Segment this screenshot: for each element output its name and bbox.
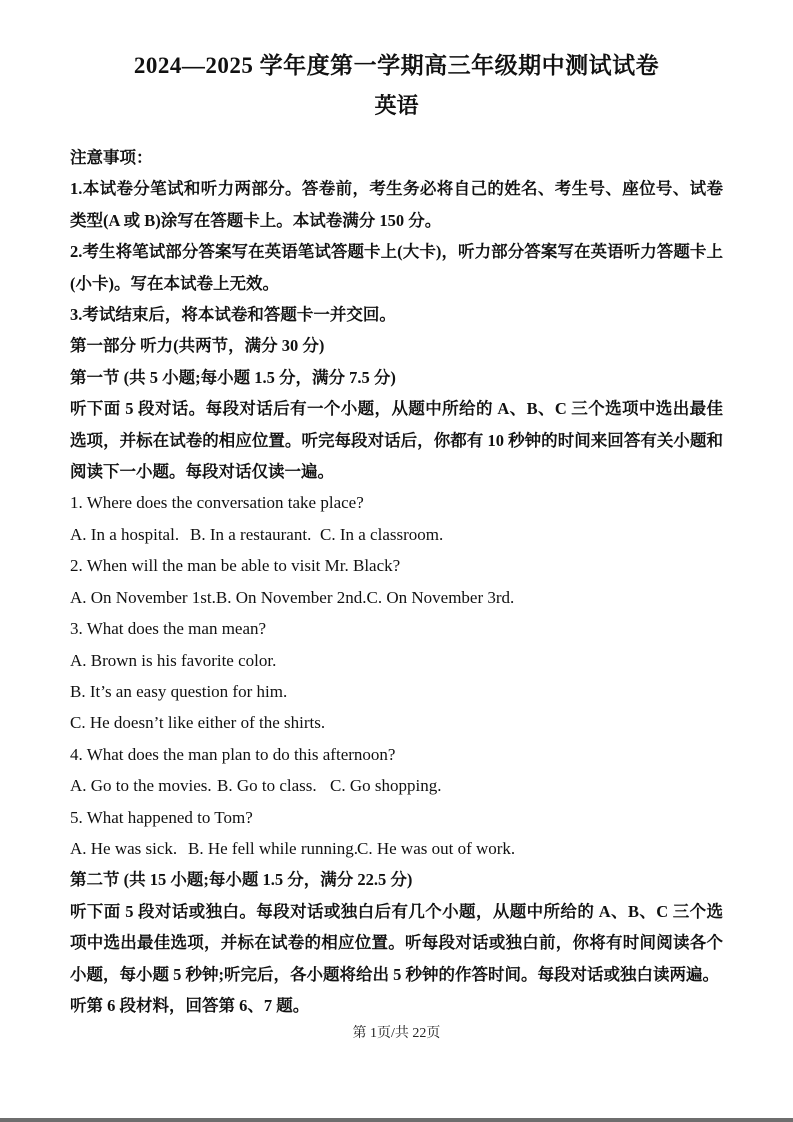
question-3-option-c: C. He doesn’t like either of the shirts.: [70, 713, 326, 733]
part1-section1-heading: 第一节 (共 5 小题;每小题 1.5 分，满分 7.5 分): [70, 367, 396, 387]
part1-section2-instructions: 听下面 5 段对话或独白。每段对话或独白后有几个小题，从题中所给的 A、B、C 三个选项中选出最佳选项，并标在试卷的相应位置。听每段对话或独白前，你将有时间阅读各个小题，每小题 5 秒钟;听完后，各小题将给出 5 秒钟的作答时间。每段对话或独白读两遍。: [70, 901, 723, 984]
question-4-option-c: C. Go shopping.: [330, 776, 442, 796]
part1-section1-instructions: 听下面 5 段对话。每段对话后有一个小题，从题中所给的 A、B、C 三个选项中选出最佳选项，并标在试卷的相应位置。听完每段对话后，你都有 10 秒钟的时间来回答有关小题和阅读下一小题。每段对话仅读一遍。: [70, 399, 723, 482]
question-1-option-b: B. In a restaurant.: [190, 524, 312, 544]
question-3-text: 3. What does the man mean?: [70, 619, 267, 639]
part1-heading: 第一部分 听力(共两节，满分 30 分): [70, 336, 325, 356]
part1-section2-heading: 第二节 (共 15 小题;每小题 1.5 分，满分 22.5 分): [70, 870, 413, 890]
question-5-options: [70, 833, 723, 864]
question-4-option-a: A. Go to the movies.: [70, 776, 212, 796]
page-number: 第 1页/共 22页: [352, 1026, 441, 1042]
page-bottom-edge: [0, 1118, 793, 1122]
question-1-text: 1. Where does the conversation take place?: [70, 493, 364, 513]
notice-item-2: 2.考生将笔试部分答案写在英语笔试答题卡上(大卡)，听力部分答案写在英语听力答题卡上(小卡)。写在本试卷上无效。: [70, 242, 723, 293]
question-4-option-b: B. Go to class.: [217, 776, 317, 796]
question-1-option-a: A. In a hospital.: [70, 524, 180, 544]
notice-item-1: 1.本试卷分笔试和听力两部分。答卷前，考生务必将自己的姓名、考生号、座位号、试卷类型(A 或 B)涂写在答题卡上。本试卷满分 150 分。: [70, 179, 723, 230]
question-1-option-c: C. In a classroom.: [320, 524, 444, 544]
question-5-text: 5. What happened to Tom?: [70, 807, 253, 827]
part1-section2-material-prompt: 听第 6 段材料，回答第 6、7 题。: [70, 995, 310, 1015]
question-4-text: 4. What does the man plan to do this afternoon?: [70, 744, 396, 764]
question-4-options: [70, 770, 723, 801]
question-5-option-a: A. He was sick.: [70, 838, 178, 858]
question-5-option-c: C. He was out of work.: [357, 838, 516, 858]
question-2-options: A. On November 1st.B. On November 2nd.C. On November 3rd.: [70, 587, 515, 607]
question-1-options: [70, 519, 723, 550]
question-3-option-b: B. It’s an easy question for him.: [70, 681, 288, 701]
question-5-option-b: B. He fell while running.: [188, 838, 358, 858]
notice-item-3: 3.考试结束后，将本试卷和答题卡一并交回。: [70, 305, 396, 325]
exam-title: 2024—2025 学年度第一学期高三年级期中测试试卷: [133, 53, 660, 78]
exam-subject: 英语: [374, 93, 419, 118]
notice-heading: 注意事项：: [70, 148, 153, 167]
question-3-option-a: A. Brown is his favorite color.: [70, 650, 277, 670]
question-2-text: 2. When will the man be able to visit Mr. Black?: [70, 556, 401, 576]
